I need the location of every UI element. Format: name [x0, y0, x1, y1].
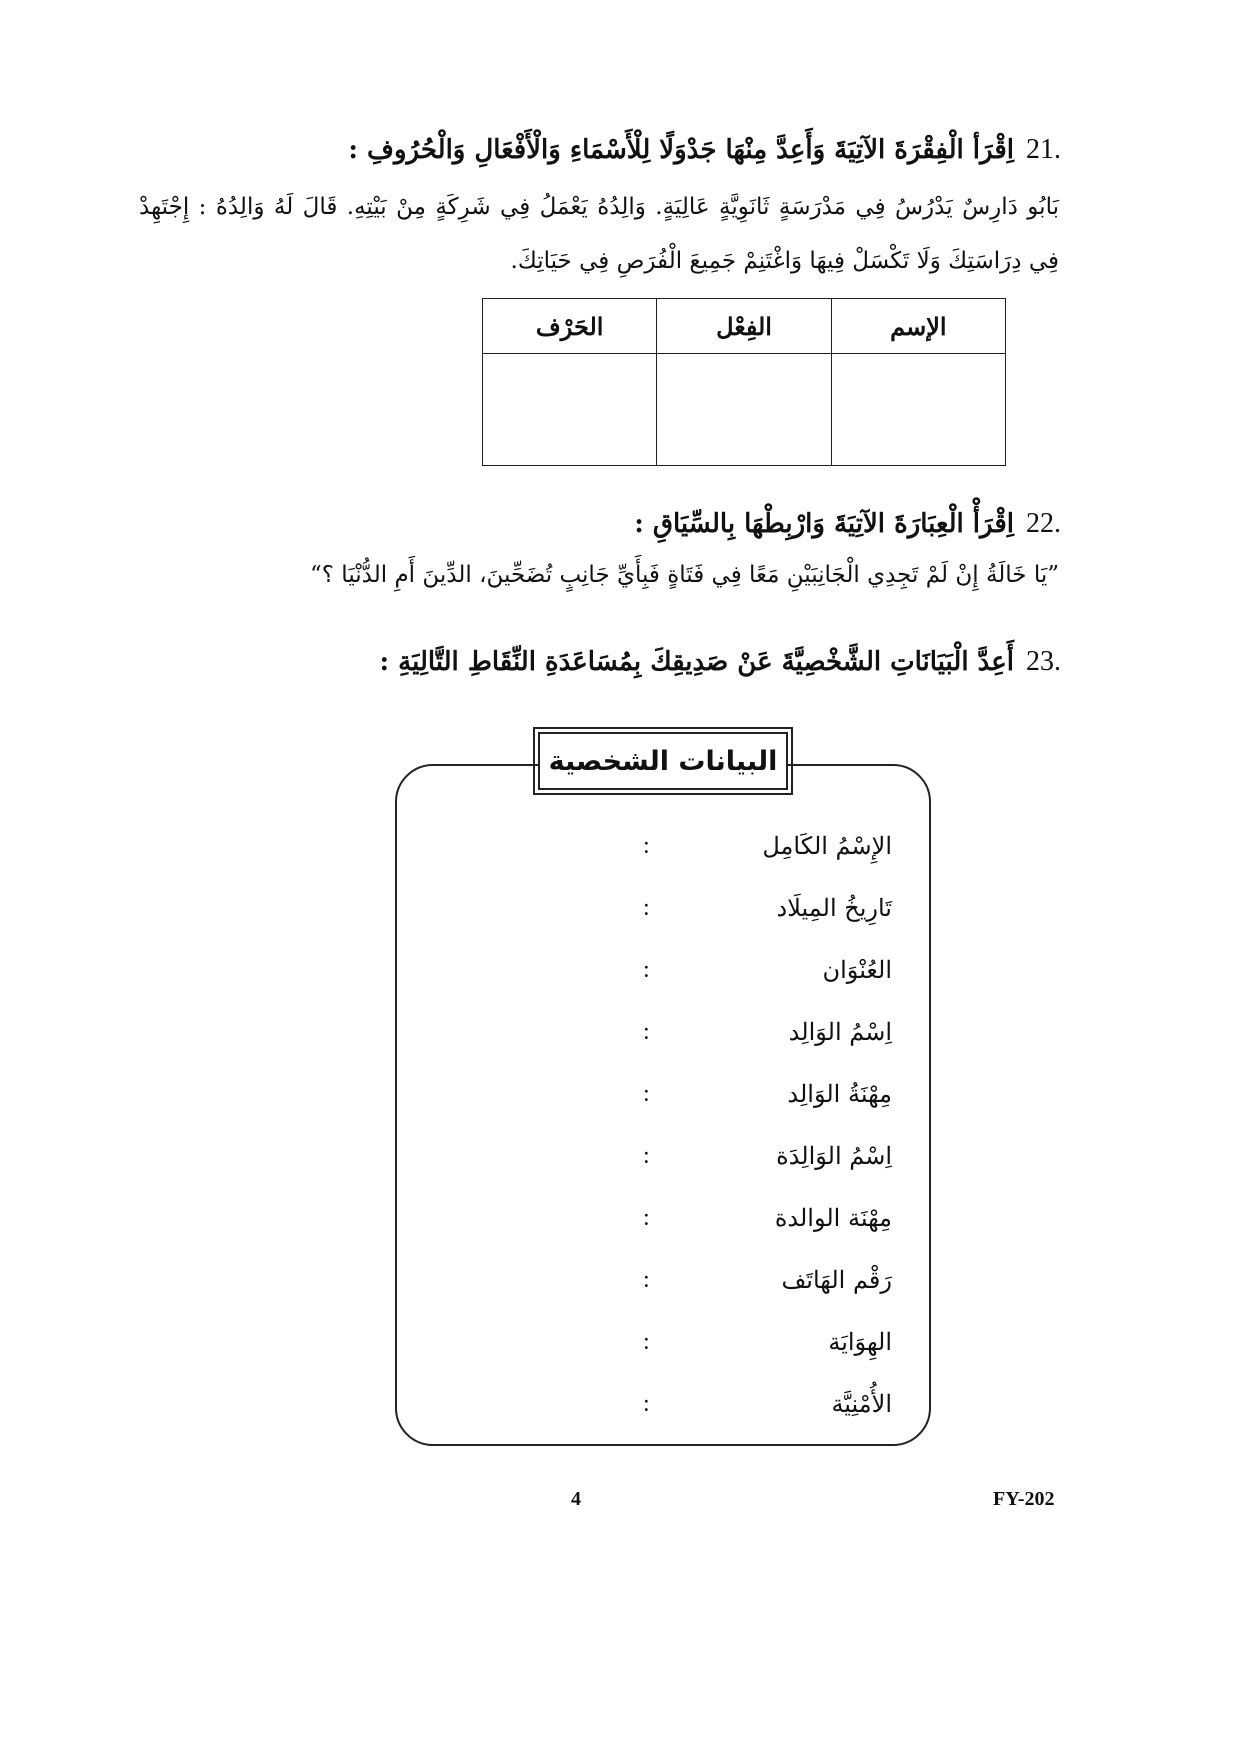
field-label: مِهْنَةُ الوَالِد: [787, 1080, 892, 1108]
field-colon: :: [643, 1328, 650, 1355]
reading-paragraph: بَابُو دَارِسٌ يَدْرُسُ فِي مَدْرَسَةٍ ثَانَوِيَّةٍ عَالِيَةٍ. وَالِدُهُ يَعْمَلُ فِي شَرِكَةٍ مِنْ بَيْتِهِ. قَالَ لَهُ وَالِدُهُ : إِجْتَهِدْ فِي دِرَاسَتِكَ وَلَا تَكْسَلْ فِيهَا وَاغْتَنِمْ جَمِيعَ الْفُرَصِ فِي حَيَاتِكَ.: [139, 194, 1059, 274]
field-label: اِسْمُ الوَالِد: [788, 1018, 892, 1046]
form-field-phone-number[interactable]: [640, 1260, 892, 1300]
field-colon: :: [643, 1390, 650, 1417]
form-field-hobby[interactable]: [640, 1322, 892, 1362]
table-cell-verb[interactable]: [657, 354, 831, 466]
page-number: 4: [571, 1488, 581, 1510]
field-colon: :: [643, 1142, 650, 1169]
field-label: العُنْوَان: [822, 956, 892, 984]
field-colon: :: [643, 832, 650, 859]
field-label: الأُمْنِيَّة: [831, 1390, 892, 1418]
table-header-verb: الفِعْل: [657, 299, 831, 354]
field-label: الهِوَايَة: [828, 1328, 892, 1356]
field-colon: :: [643, 1018, 650, 1045]
form-field-full-name[interactable]: [640, 826, 892, 866]
question-21-heading: [348, 134, 1061, 166]
personal-data-title: البيانات الشخصية: [538, 732, 788, 790]
table-header-particle: الحَرْف: [483, 299, 657, 354]
question-number: 23.: [1026, 646, 1061, 677]
question-22-heading: [634, 508, 1061, 540]
question-title: اِقْرَأ الْفِقْرَةَ الآتِيَةَ وَأَعِدَّ مِنْهَا جَدْوَلًا لِلْأَسْمَاءِ وَالْأَفْعَالِ وَالْحُرُوفِ :: [348, 135, 1014, 165]
field-colon: :: [643, 1266, 650, 1293]
field-label: رَقْم الهَاتَف: [781, 1266, 892, 1294]
form-field-birth-date[interactable]: [640, 888, 892, 928]
form-field-mother-occupation[interactable]: [640, 1198, 892, 1238]
table-header-noun: الإسم: [831, 299, 1005, 354]
word-classification-table: [482, 298, 1006, 466]
question-number: 22.: [1026, 508, 1061, 539]
field-colon: :: [643, 1204, 650, 1231]
question-title: أَعِدَّ الْبَيَانَاتِ الشَّخْصِيَّةَ عَنْ صَدِيقِكَ بِمُسَاعَدَةِ النِّقَاطِ التَّالِيَةِ :: [379, 647, 1014, 677]
form-field-father-name[interactable]: [640, 1012, 892, 1052]
context-quote: ”يَا خَالَةُ إِنْ لَمْ تَجِدِي الْجَانِبَيْنِ مَعًا فِي فَتَاةٍ فَبِأَيِّ جَانِبٍ تُضَحِّينَ، الدِّينَ أَمِ الدُّنْيَا ؟“: [310, 562, 1059, 588]
field-colon: :: [643, 956, 650, 983]
field-colon: :: [643, 1080, 650, 1107]
field-label: تَارِيخُ المِيلَاد: [776, 894, 892, 922]
form-field-father-occupation[interactable]: [640, 1074, 892, 1114]
question-title: اِقْرَأْ الْعِبَارَةَ الآتِيَةَ وَارْبِطْهَا بِالسِّيَاقِ :: [634, 509, 1014, 539]
form-field-wish[interactable]: [640, 1384, 892, 1424]
table-cell-particle[interactable]: [483, 354, 657, 466]
question-number: 21.: [1026, 134, 1061, 165]
field-label: اِسْمُ الوَالِدَة: [776, 1142, 892, 1170]
form-field-mother-name[interactable]: [640, 1136, 892, 1176]
field-label: مِهْنَة الوالدة: [774, 1204, 892, 1232]
field-colon: :: [643, 894, 650, 921]
question-23-heading: [380, 646, 1061, 678]
document-code: FY-202: [993, 1488, 1055, 1510]
field-label: الإِسْمُ الكَامِل: [762, 832, 892, 860]
form-field-address[interactable]: [640, 950, 892, 990]
table-cell-noun[interactable]: [831, 354, 1005, 466]
